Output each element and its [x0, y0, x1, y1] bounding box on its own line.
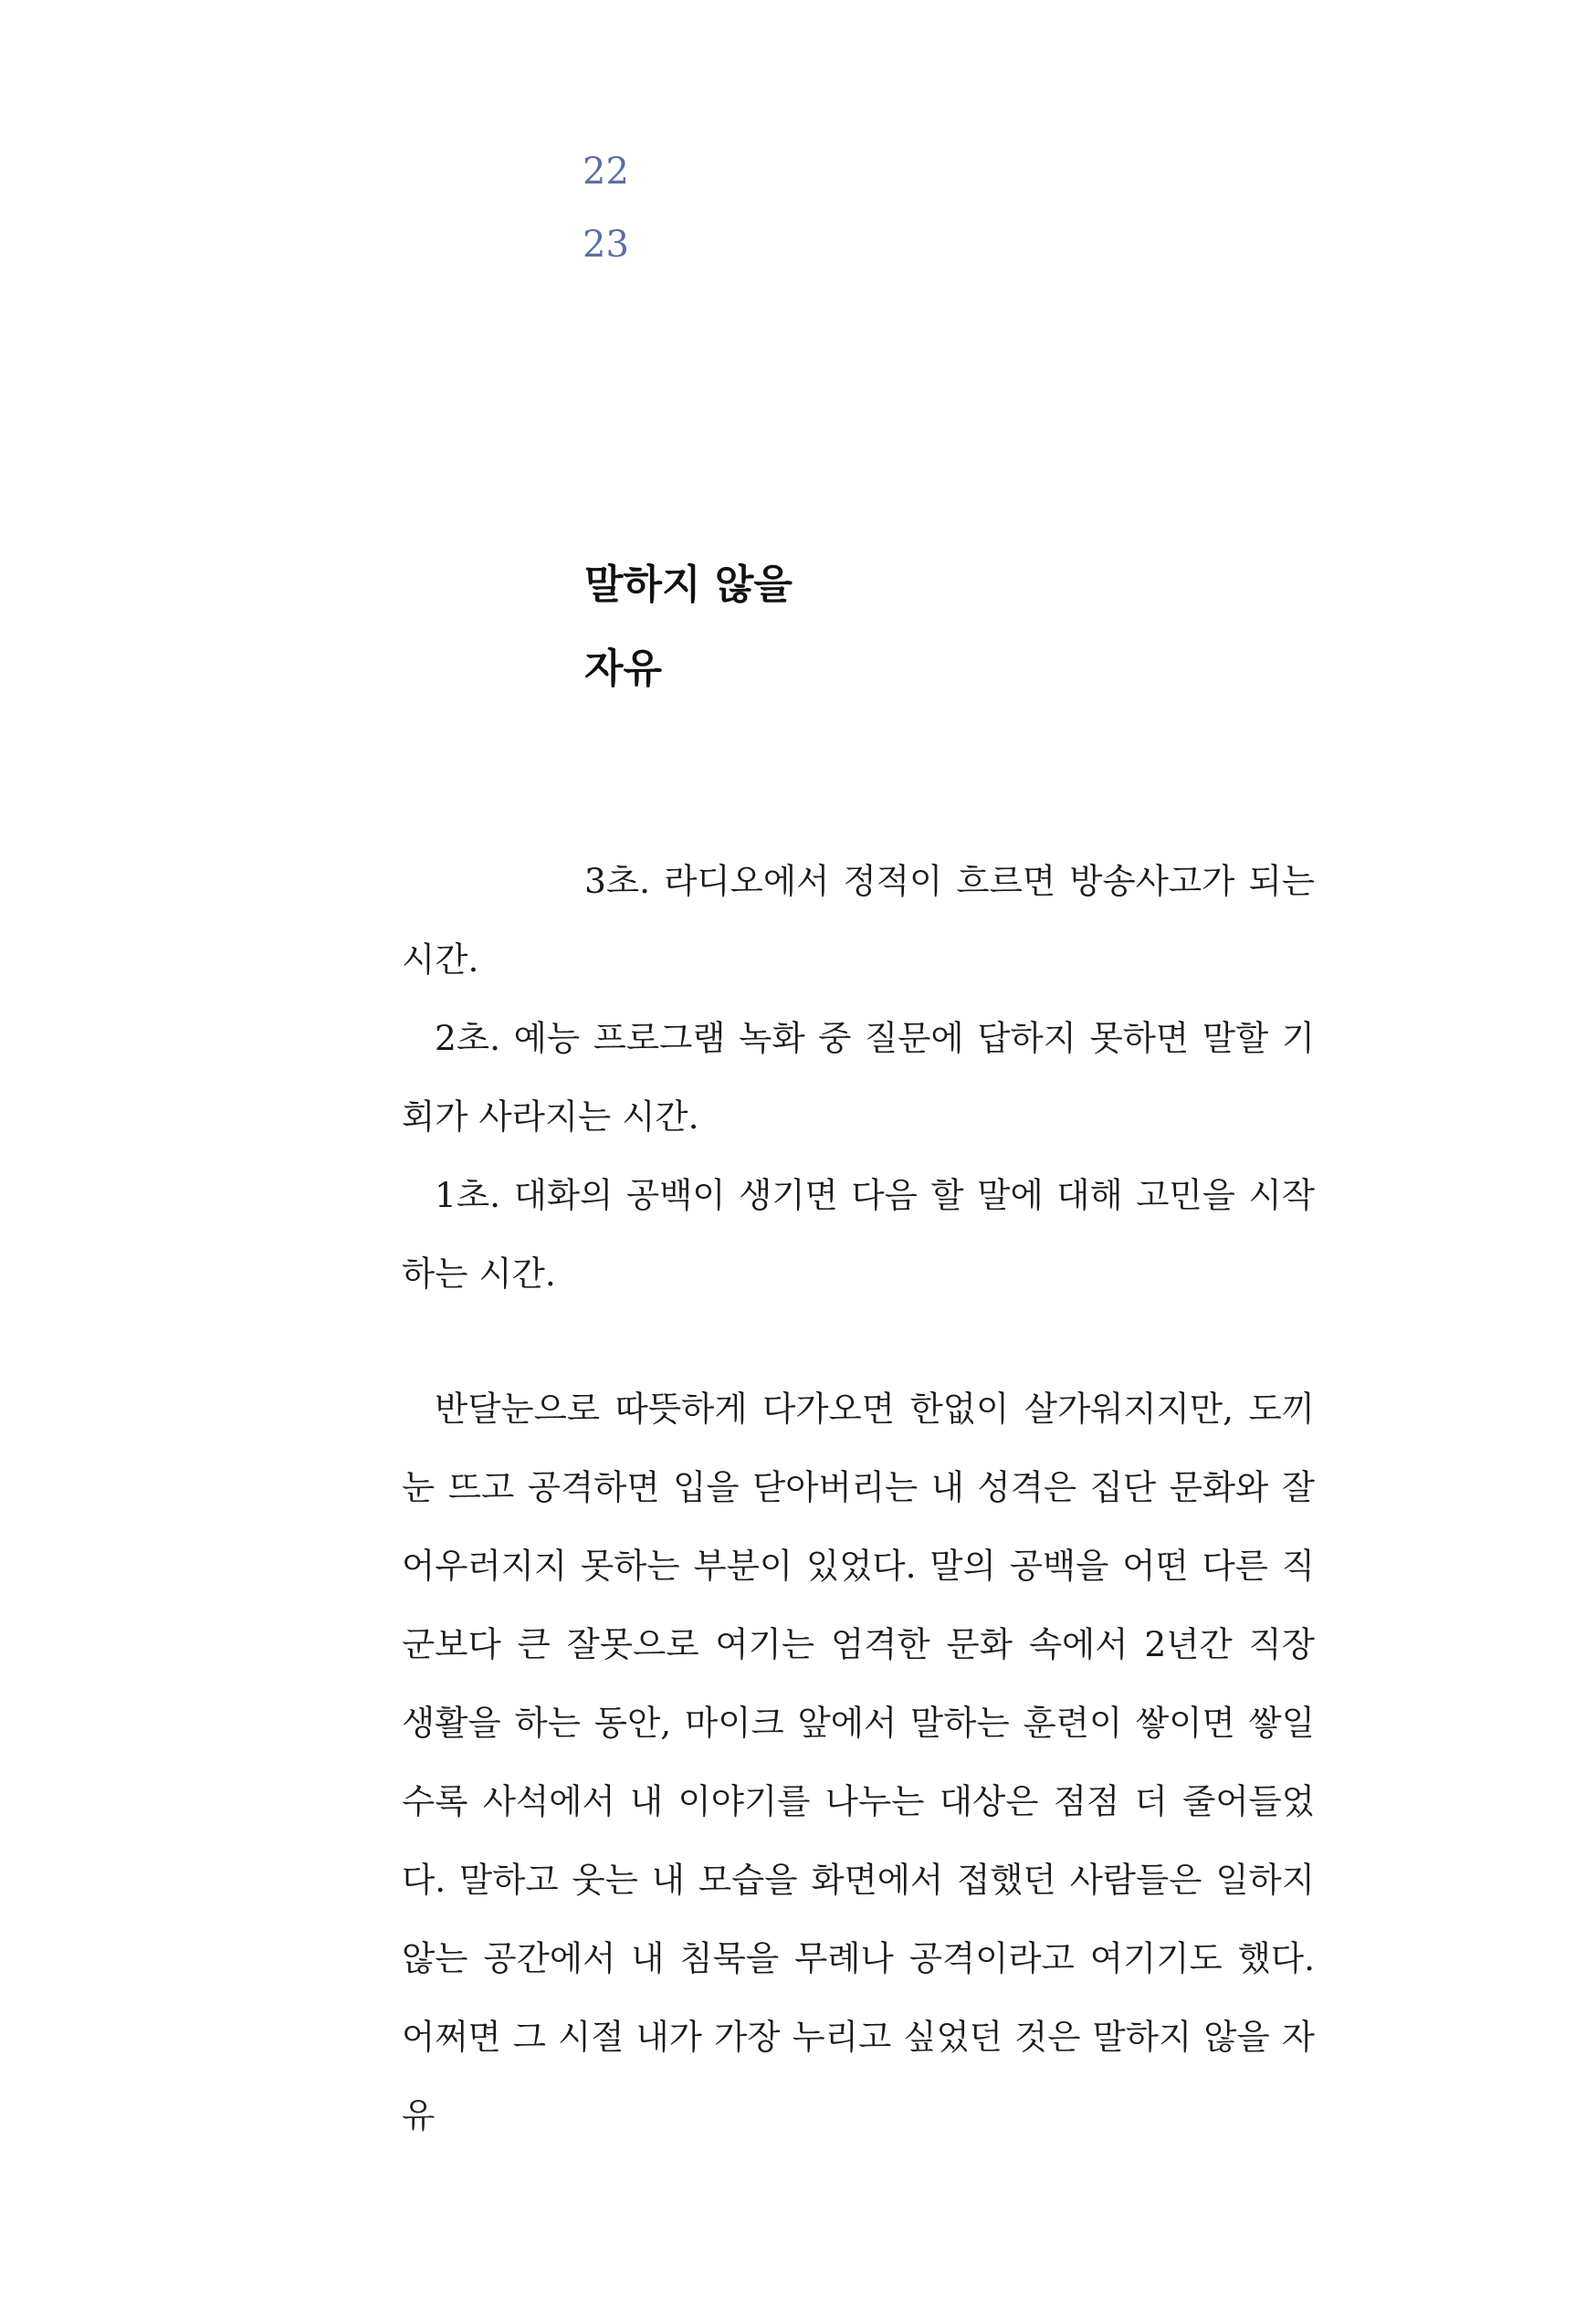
paragraph: 2초. 예능 프로그램 녹화 중 질문에 답하지 못하면 말할 기회가 사라지는 시간. — [402, 1018, 1315, 1137]
page-number-left: 22 — [583, 151, 629, 193]
chapter-title-line-1: 말하지 않을 — [584, 561, 793, 608]
paragraph: 반달눈으로 따뜻하게 다가오면 한없이 살가워지지만, 도끼눈 뜨고 공격하면 입을 닫아버리는 내 성격은 집단 문화와 잘 어우러지지 못하는 부분이 있었다. 말의 공백을 어떤 다른 직군보다 큰 잘못으로 여기는 엄격한 문화 속에서 2년간 직장 생활을 하는 동안, 마이크 앞에서 말하는 훈련이 쌓이면 쌓일수록 사석에서 내 이야기를 나누는 대상은 점점 더 줄어들었다. 말하고 웃는 내 모습을 화면에서 접했던 사람들은 일하지 않는 공간에서 내 침묵을 무례나 공격이라고 여기기도 했다. 어쩌면 그 시절 내가 가장 누리고 싶었던 것은 말하지 않을 자유 — [402, 1389, 1315, 2135]
paragraph: 1초. 대화의 공백이 생기면 다음 할 말에 대해 고민을 시작하는 시간. — [402, 1175, 1315, 1294]
paragraph: 3초. 라디오에서 정적이 흐르면 방송사고가 되는 시간. — [402, 861, 1315, 980]
intro-paragraphs — [402, 842, 1315, 1313]
chapter-title — [584, 543, 793, 711]
page-number-right: 23 — [583, 224, 629, 266]
page-numbers — [583, 135, 629, 281]
chapter-title-line-2: 자유 — [584, 645, 663, 692]
main-paragraphs — [402, 1369, 1315, 2155]
